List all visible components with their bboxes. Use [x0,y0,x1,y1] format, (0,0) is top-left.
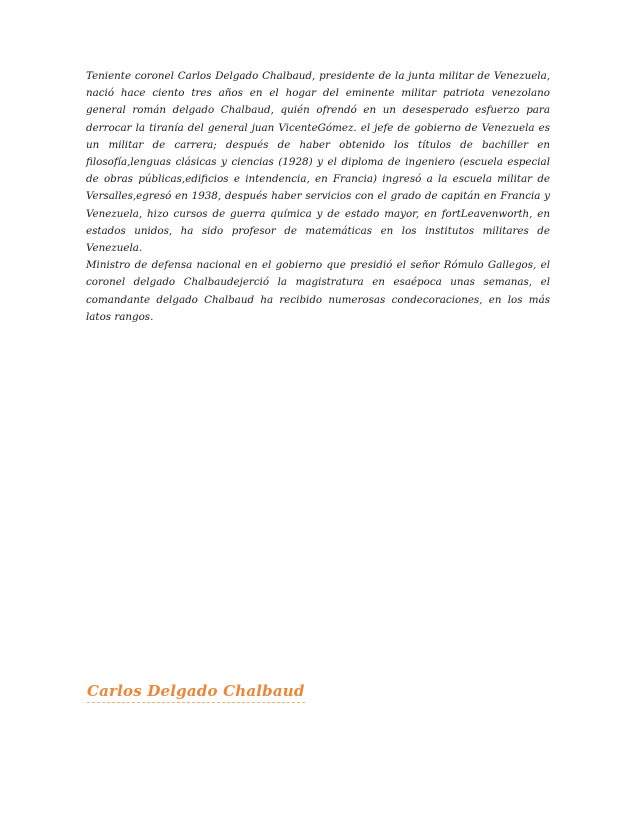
paragraph-ministry: Ministro de defensa nacional en el gobierno que presidió el señor Rómulo Gallegos, el coronel delgado Chalbaudejerció la magistratura en esaépoca unas semanas, el comandante delgado Chalbaud ha recibido numerosas condecoraciones, en los más latos rangos. [86,259,550,323]
paragraph-biography: Teniente coronel Carlos Delgado Chalbaud, presidente de la junta militar de Venezuela, nació hace ciento tres años en el hogar del eminente militar patriota venezolano general román delgado Chalbaud, quién ofrendó en un desesperado esfuerzo para derrocar la tiranía del general juan VicenteGómez. el jefe de gobierno de Venezuela es un militar de carrera; después de haber obtenido los títulos de bachiller en filosofía,lenguas clásicas y ciencias (1928) y el diploma de ingeniero (escuela especial de obras públicas,edificios e intendencia, en Francia) ingresó a la escuela militar de Versalles,egresó en 1938, después haber servicios con el grado de capitán en Francia y Venezuela, hizo cursos de guerra química y de estado mayor, en fortLeavenworth, en estados unidos, ha sido profesor de matemáticas en los institutos militares de Venezuela. [86,70,550,255]
body-text [86,68,550,326]
signature-heading: Carlos Delgado Chalbaud [87,682,305,703]
